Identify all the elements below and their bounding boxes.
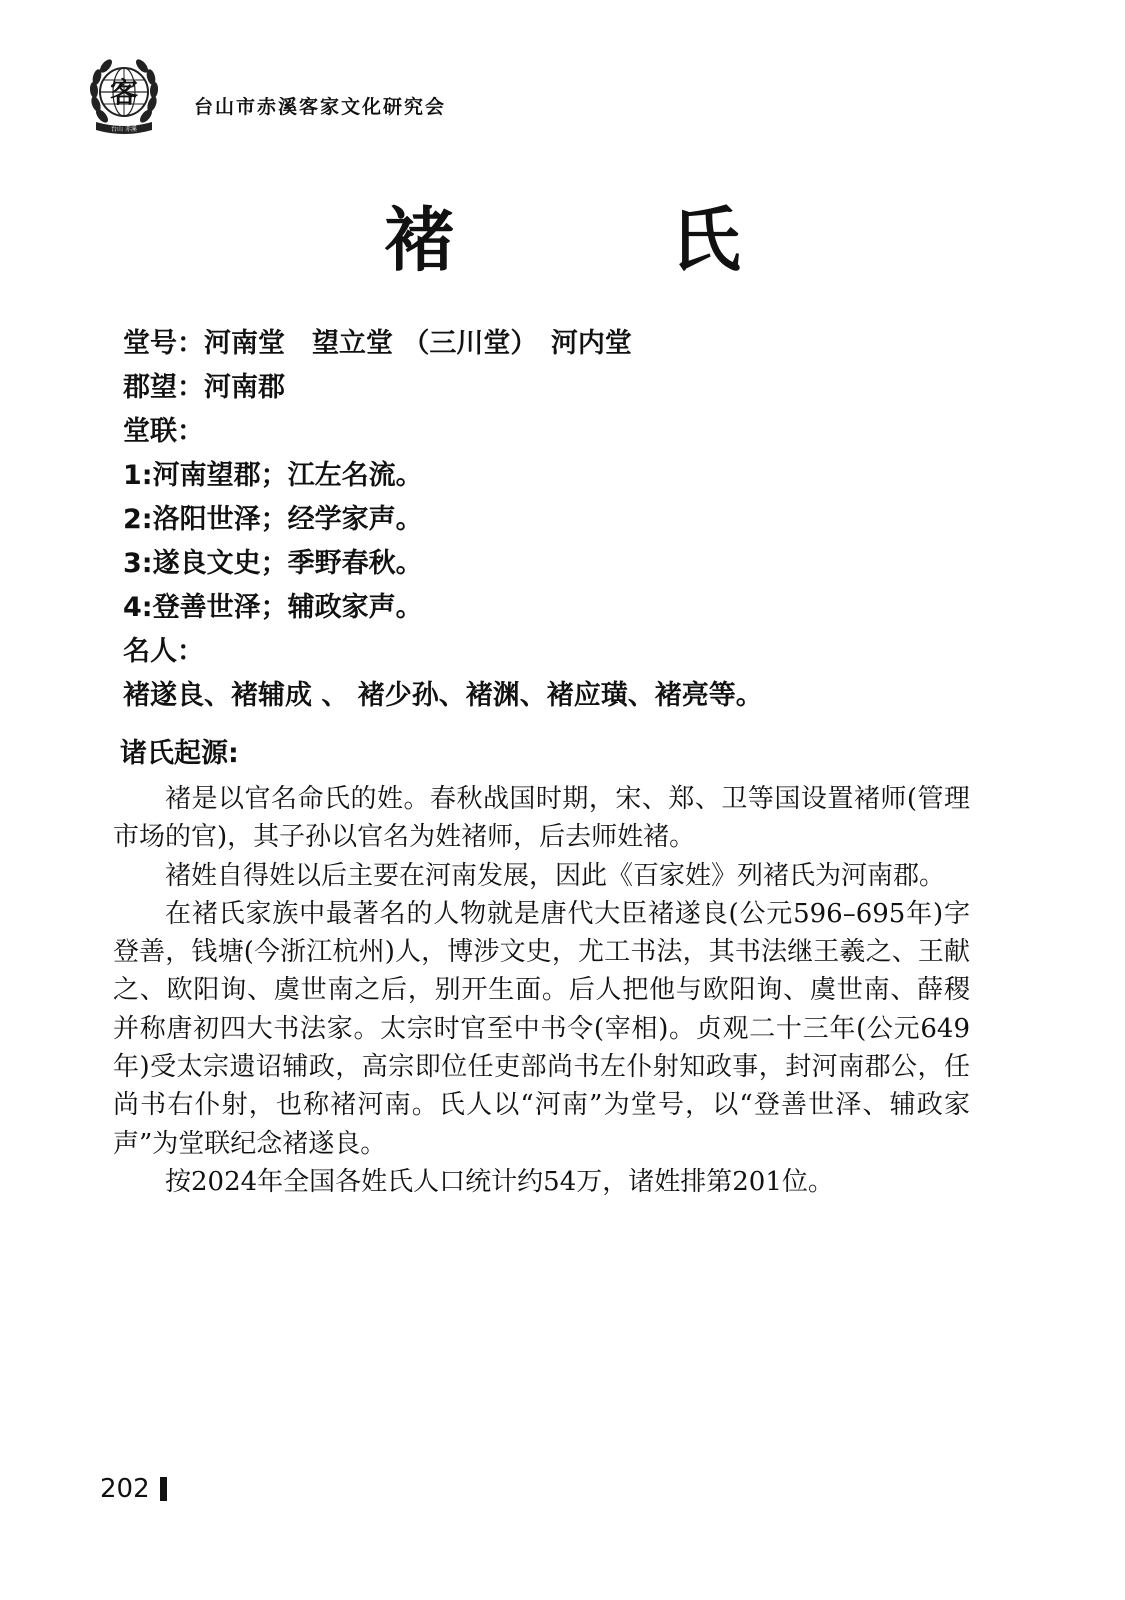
- couplets-label: 堂联：: [123, 416, 204, 447]
- couplet-item: 2:洛阳世泽；经学家声。: [123, 504, 423, 535]
- couplet-item: 3:遂良文史；季野春秋。: [123, 548, 423, 579]
- origin-body: [113, 780, 970, 1201]
- association-emblem-icon: [86, 56, 162, 136]
- logo-character: 客: [109, 76, 139, 109]
- origin-paragraph: 褚是以官名命氏的姓。春秋战国时期，宋、郑、卫等国设置褚师(管理市场的官)，其子孙以官名为姓褚师，后去师姓褚。: [113, 784, 970, 853]
- logo-ribbon-text: 台山 赤溪: [111, 126, 137, 133]
- couplet-item: 1:河南望郡；江左名流。: [123, 460, 423, 491]
- origin-paragraph: 在褚氏家族中最著名的人物就是唐代大臣褚遂良(公元596–695年)字登善，钱塘(今浙江杭州)人，博涉文史，尤工书法，其书法继王羲之、王献之、欧阳询、虞世南之后，别开生面。后人把他与欧阳询、虞世南、薛稷并称唐初四大书法家。太宗时官至中书令(宰相)。贞观二十三年(公元649年)受太宗遗诏辅政，高宗即位任吏部尚书左仆射知政事，封河南郡公，任尚书右仆射，也称褚河南。氏人以“河南”为堂号，以“登善世泽、辅政家声”为堂联纪念褚遂良。: [113, 898, 970, 1159]
- origin-heading: 诸氏起源:: [120, 738, 239, 769]
- page-marker-bar: [160, 1477, 167, 1501]
- surname-info-block: [123, 322, 1003, 718]
- page-title: 褚 氏: [384, 198, 837, 281]
- origin-paragraph: 按2024年全国各姓氏人口统计约54万，诸姓排第201位。: [165, 1166, 834, 1197]
- page-header: [86, 56, 686, 136]
- couplet-item: 4:登善世泽；辅政家声。: [123, 592, 423, 623]
- page-footer: [100, 1471, 167, 1507]
- organization-name: 台山市赤溪客家文化研究会: [194, 96, 447, 118]
- page-number: 202: [100, 1474, 150, 1504]
- famous-people: 褚遂良、褚辅成 、 褚少孙、褚渊、褚应璜、褚亮等。: [123, 680, 763, 711]
- commandery: 郡望：河南郡: [123, 372, 285, 403]
- hall-names: 堂号：河南堂 望立堂 （三川堂） 河内堂: [123, 328, 632, 359]
- origin-paragraph: 褚姓自得姓以后主要在河南发展，因此《百家姓》列褚氏为河南郡。: [165, 860, 946, 891]
- famous-label: 名人：: [123, 636, 204, 667]
